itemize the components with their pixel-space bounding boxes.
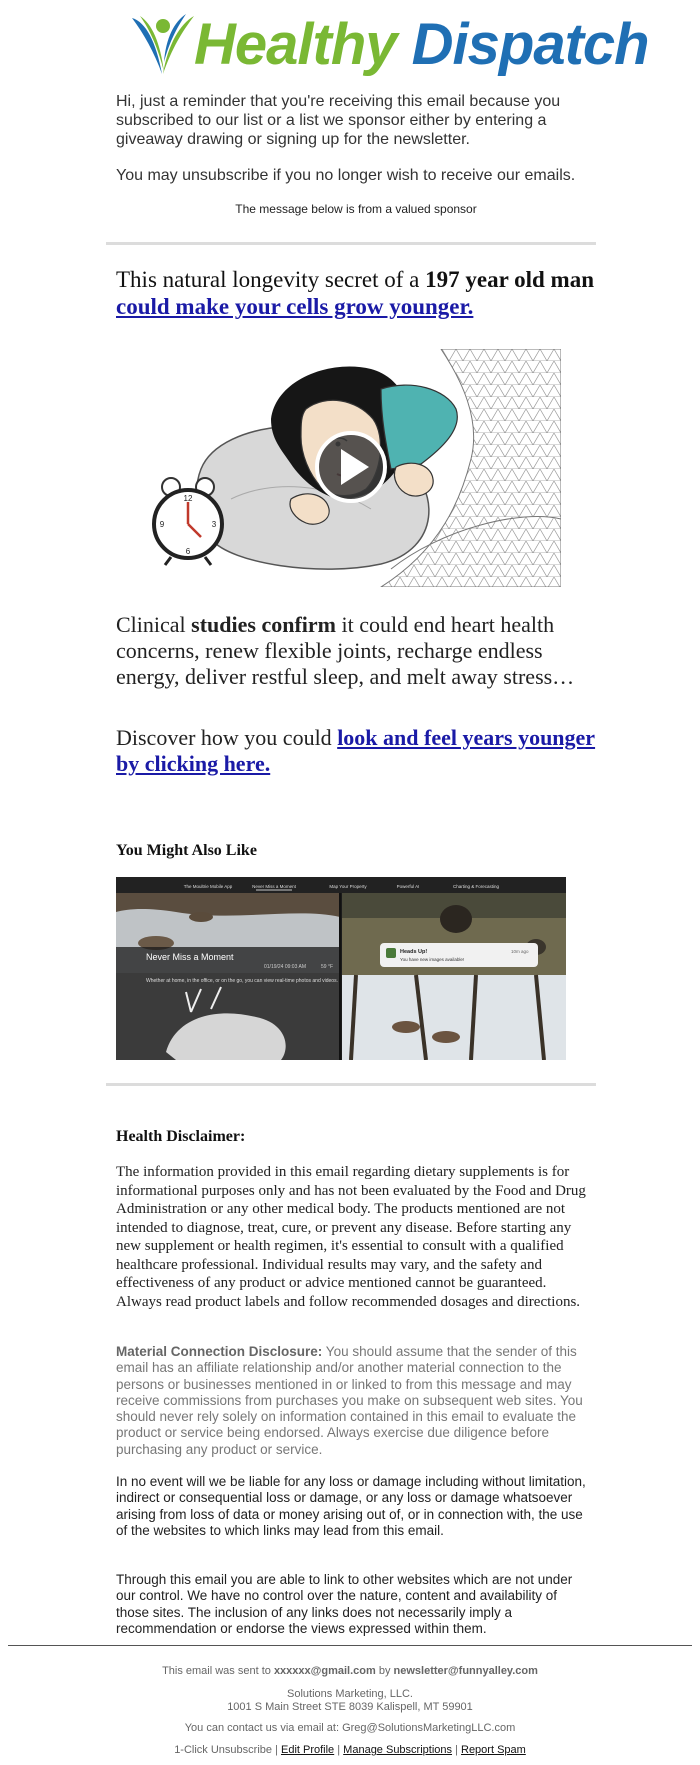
play-button-icon bbox=[317, 433, 385, 501]
notif-title: Heads Up! bbox=[400, 949, 428, 955]
intro-text bbox=[116, 92, 596, 202]
video-thumbnail[interactable] bbox=[141, 349, 561, 587]
footer-divider bbox=[8, 1645, 692, 1646]
health-disclaimer-text: The information provided in this email regarding dietary supplements is for informational purposes only and has not been evaluated by the Food and Drug Administration or any other medical body. The products mentioned are not intended to diagnose, treat, cure, or prevent any disease. Before starting any new supplement or health regimen, it's essential to consult with a qualified healthcare professional. Individual results may vary, and the safety and effectiveness of any product or advice mentioned cannot be guaranteed. Always read product labels and follow recommended dosages and directions. bbox=[116, 1164, 586, 1310]
headline-link[interactable]: could make your cells grow younger. bbox=[116, 294, 474, 319]
svg-text:6: 6 bbox=[185, 547, 191, 556]
ad-paragraph-benefits: Clinical studies confirm it could end heart health concerns, renew flexible joints, recharge endless energy, deliver restful sleep, and melt away stress… bbox=[116, 612, 575, 689]
sponsor-note: The message below is from a valued sponsor bbox=[235, 202, 477, 216]
nav-item: Charting & Forecasting bbox=[452, 884, 500, 889]
logo-word-dispatch: Dispatch bbox=[411, 12, 649, 77]
liability-text: In no event will we be liable for any loss or damage including without limitation, indirect or consequential loss or damage, or any loss or damage whatsoever arising from loss of data or money arising out of, or in connection with, the use of the websites to which links may lead from this email. bbox=[116, 1474, 586, 1538]
overlay-temp: 59 °F bbox=[321, 964, 334, 970]
divider bbox=[106, 1083, 596, 1086]
notif-text: You have new images available! bbox=[400, 957, 465, 962]
footer-company: Solutions Marketing, LLC. bbox=[287, 1688, 413, 1700]
nav-item: Powerful AI bbox=[396, 884, 420, 889]
leaf-v-icon bbox=[128, 12, 198, 82]
nav-item: Never Miss a Moment bbox=[252, 884, 296, 889]
healthy-dispatch-logo[interactable] bbox=[128, 8, 649, 88]
headline-prefix: This natural longevity secret of a bbox=[116, 267, 426, 292]
svg-text:12: 12 bbox=[183, 494, 193, 503]
you-might-also-like-heading: You Might Also Like bbox=[116, 842, 257, 859]
headline-bold: 197 year old man bbox=[425, 267, 595, 292]
recommended-ad-image[interactable] bbox=[116, 877, 566, 1060]
sleeping-woman-illustration bbox=[141, 349, 561, 587]
reminder-text: Hi, just a reminder that you're receiving this email because you subscribed to our list or a list we sponsor either by entering a giveaway drawing or signing up for the newsletter. bbox=[116, 93, 561, 148]
footer-links: 1-Click Unsubscribe | Edit Profile | Manage Subscriptions | Report Spam bbox=[174, 1744, 526, 1756]
cta-link[interactable]: look and feel years younger by clicking here. bbox=[116, 725, 596, 776]
svg-text:3: 3 bbox=[211, 520, 217, 529]
overlay-date: 01/19/24 09:03 AM bbox=[264, 964, 306, 970]
report-spam-link[interactable]: Report Spam bbox=[461, 1744, 526, 1756]
edit-profile-link[interactable]: Edit Profile bbox=[280, 1744, 335, 1756]
nav-item: The Moultrie Mobile App bbox=[183, 884, 233, 889]
footer-address: 1001 S Main Street STE 8039 Kalispell, MT 59901 bbox=[227, 1701, 473, 1713]
notif-time: 10m ago bbox=[511, 949, 529, 954]
trail-camera-collage bbox=[116, 877, 566, 1060]
footer-sent-to: This email was sent to xxxxxx@gmail.com by newsletter@funnyalley.com bbox=[162, 1665, 538, 1677]
ad-paragraph-cta: Discover how you could look and feel years younger by clicking here. bbox=[116, 725, 596, 776]
overlay-text: Whether at home, in the office, or on the go, you can view real-time photos and videos. bbox=[146, 978, 338, 984]
unsubscribe-note: You may unsubscribe if you no longer wish to receive our emails. bbox=[116, 167, 576, 184]
manage-subscriptions-link[interactable]: Manage Subscriptions bbox=[343, 1744, 453, 1756]
one-click-unsubscribe[interactable]: 1-Click Unsubscribe bbox=[174, 1744, 272, 1756]
divider bbox=[106, 242, 596, 245]
logo-wordmark bbox=[194, 10, 649, 80]
footer-contact: You can contact us via email at: Greg@SolutionsMarketingLLC.com bbox=[184, 1722, 516, 1734]
nav-item: Map Your Property bbox=[329, 884, 367, 889]
logo-word-healthy: Healthy bbox=[194, 12, 397, 77]
health-disclaimer-heading: Health Disclaimer: bbox=[116, 1128, 246, 1145]
material-connection-disclosure: Material Connection Disclosure: You should assume that the sender of this email has an affiliate relationship and/or another material connection to the persons or businesses mentioned in or linked to from this message and may receive commissions from purchases you make on subsequent web sites. You should never rely solely on information contained in this email to evaluate the product or service being endorsed. Always exercise due diligence before purchasing any product or service. bbox=[116, 1344, 583, 1457]
overlay-title: Never Miss a Moment bbox=[146, 952, 234, 962]
svg-text:9: 9 bbox=[159, 520, 165, 529]
external-links-text: Through this email you are able to link to other websites which are not under our control. We have no control over the nature, content and availability of those sites. The inclusion of any links does not necessarily imply a recommendation or endorse the views expressed within them. bbox=[116, 1572, 573, 1636]
ad-headline bbox=[116, 266, 596, 320]
